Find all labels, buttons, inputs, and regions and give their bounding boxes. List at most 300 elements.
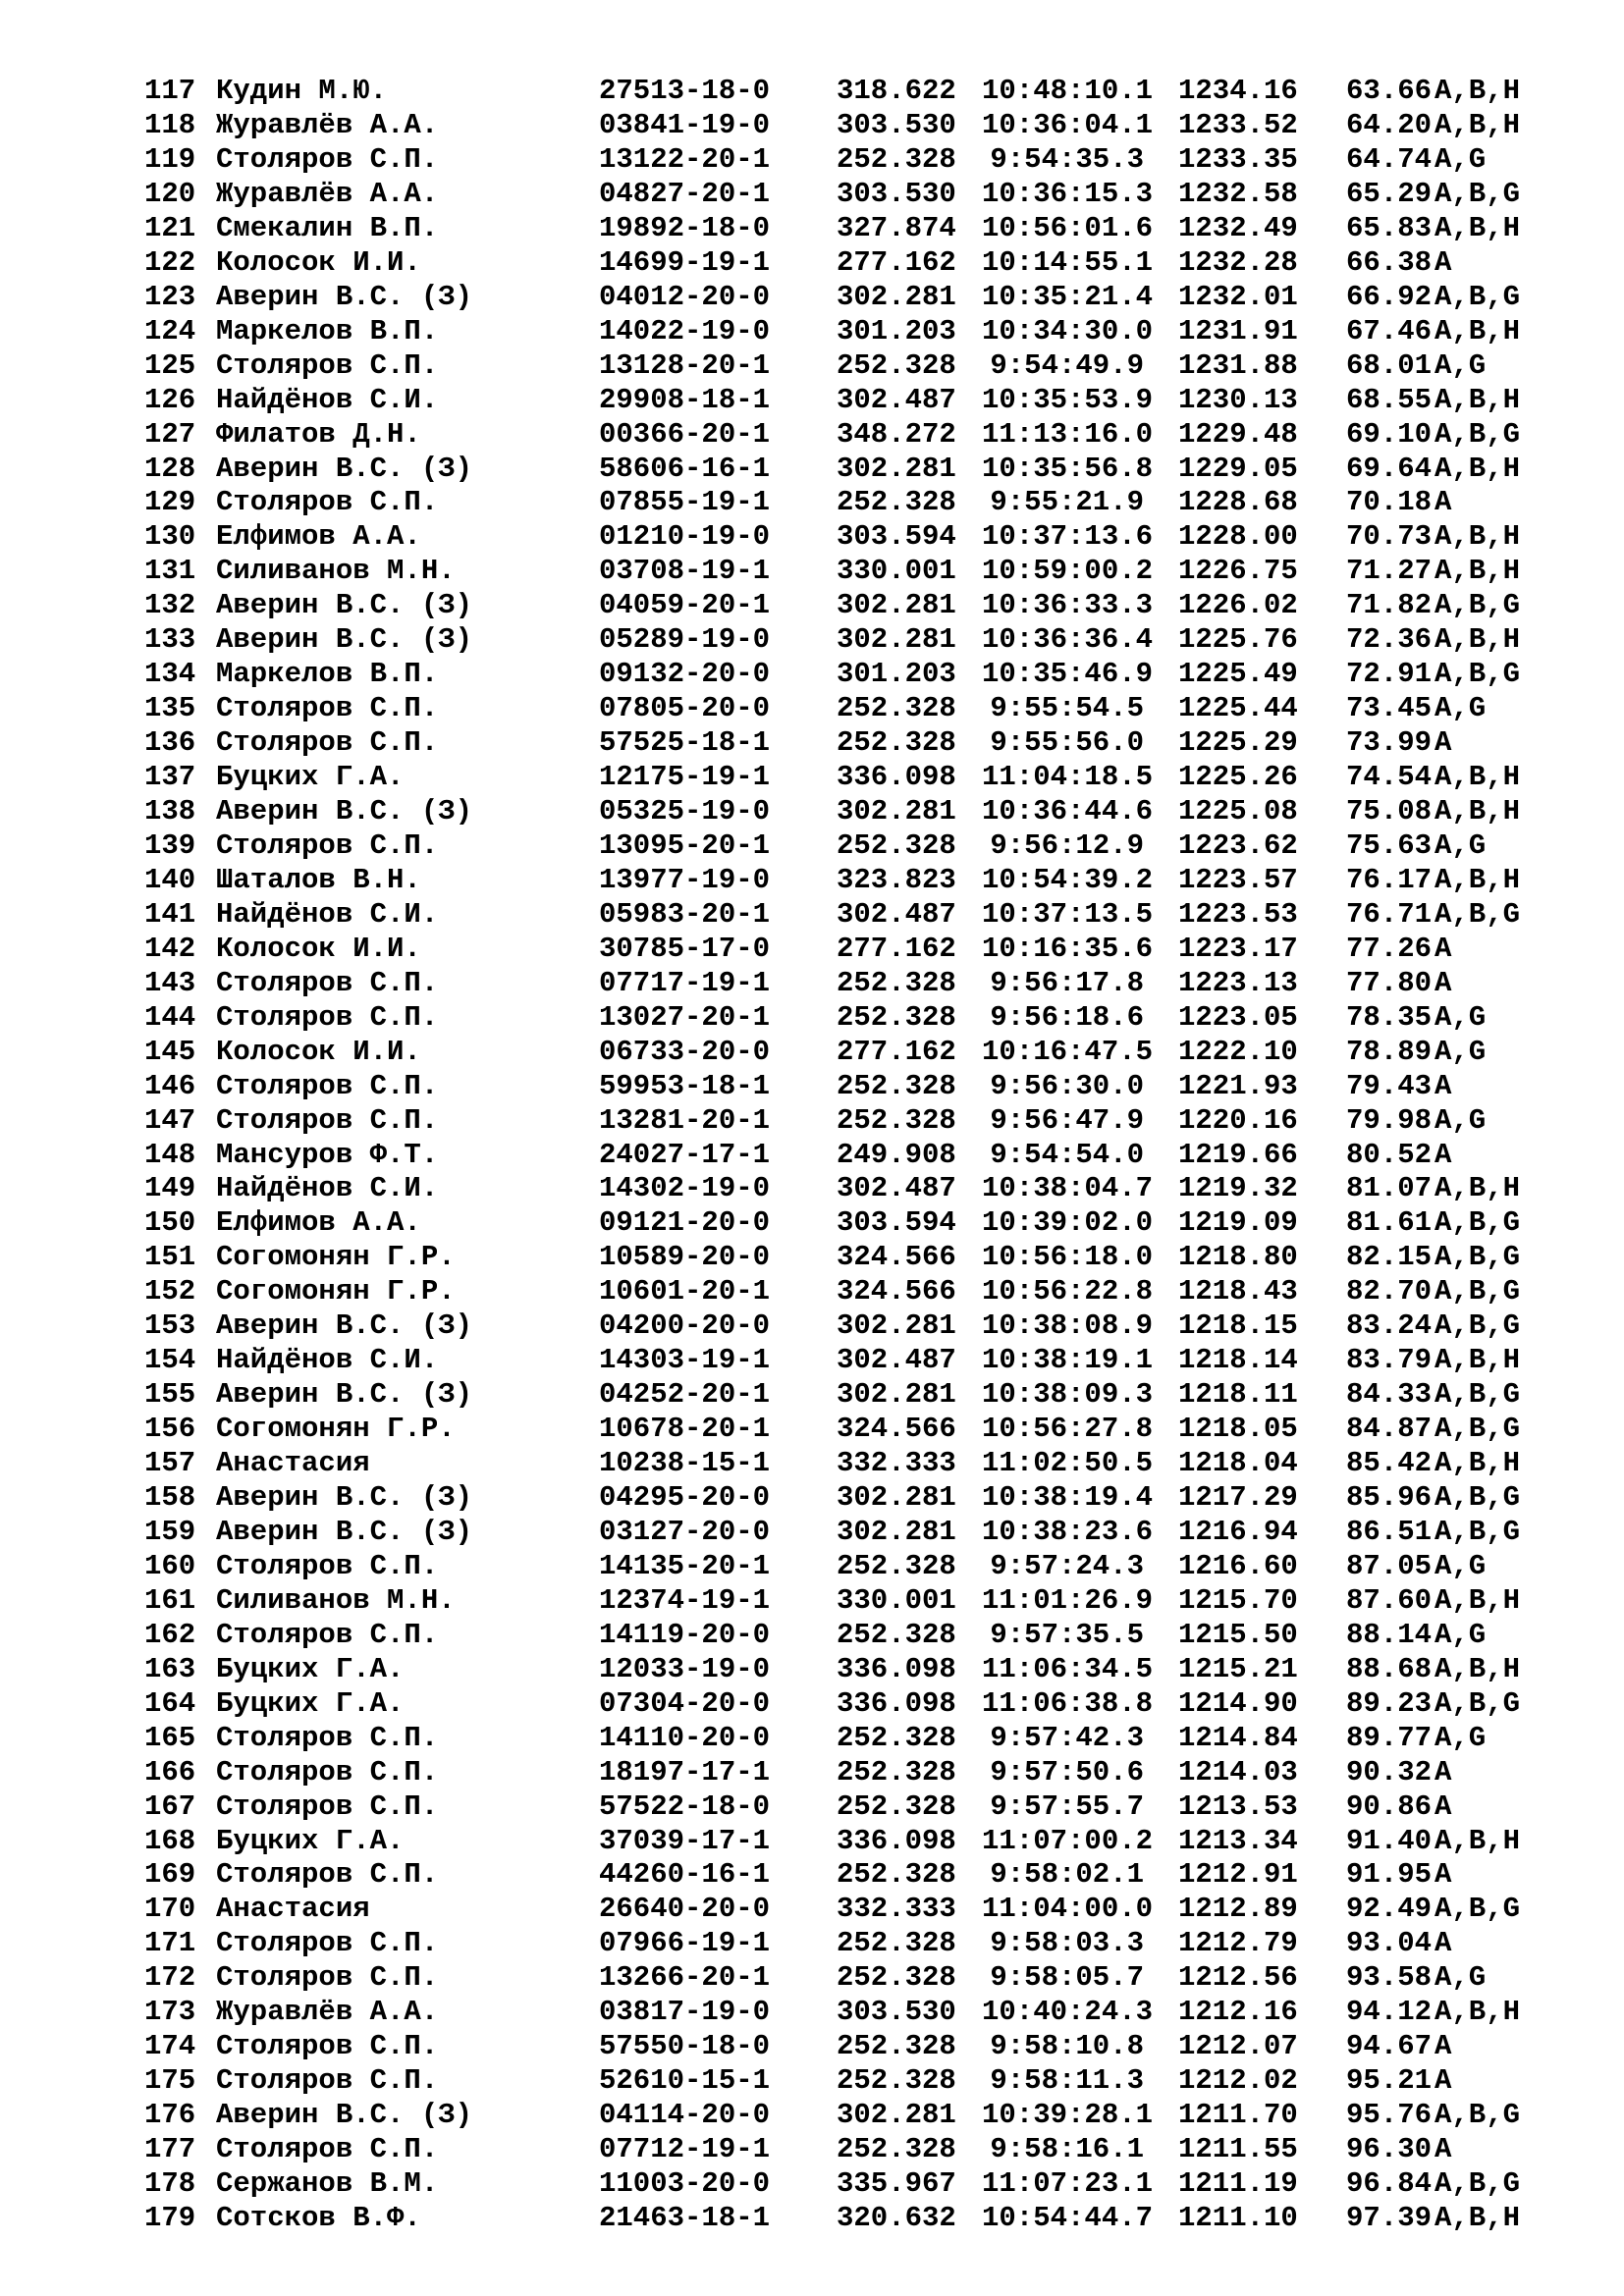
distance: 324.566 <box>837 1413 956 1446</box>
speed: 1232.58 <box>1178 177 1298 210</box>
distance: 252.328 <box>837 1721 956 1754</box>
result-row <box>0 1927 1624 1960</box>
speed: 1216.60 <box>1178 1549 1298 1582</box>
flags: A,G <box>1435 1103 1487 1137</box>
coefficient: 79.43 <box>1346 1069 1433 1102</box>
ring-number: 07855-19-1 <box>599 486 771 519</box>
result-row <box>0 2099 1624 2132</box>
fancier-name: Столяров С.П. <box>216 726 439 760</box>
place-number: 148 <box>144 1138 196 1171</box>
result-row <box>0 864 1624 897</box>
place-number: 177 <box>144 2133 196 2165</box>
fancier-name: Столяров С.П. <box>216 2064 439 2098</box>
fancier-name: Аверин В.С. (З) <box>216 2099 473 2132</box>
flags: A,B,G <box>1435 1413 1521 1446</box>
fancier-name: Столяров С.П. <box>216 348 439 382</box>
speed: 1211.19 <box>1178 2167 1298 2200</box>
place-number: 138 <box>144 795 196 828</box>
fancier-name: Аверин В.С. (З) <box>216 795 473 828</box>
fancier-name: Смекалин В.П. <box>216 211 439 244</box>
flags: A,B,G <box>1435 897 1521 931</box>
result-row <box>0 1206 1624 1240</box>
fancier-name: Столяров С.П. <box>216 1618 439 1651</box>
ring-number: 14302-19-0 <box>599 1172 771 1205</box>
place-number: 120 <box>144 177 196 210</box>
place-number: 134 <box>144 658 196 691</box>
result-row <box>0 1619 1624 1652</box>
flags: A <box>1435 726 1452 760</box>
speed: 1232.01 <box>1178 280 1298 313</box>
fancier-name: Столяров С.П. <box>216 1103 439 1137</box>
fancier-name: Найдёнов С.И. <box>216 1344 439 1377</box>
fancier-name: Колосок И.И. <box>216 932 421 965</box>
distance: 277.162 <box>837 932 956 965</box>
place-number: 152 <box>144 1275 196 1308</box>
flags: A <box>1435 2030 1452 2063</box>
speed: 1218.04 <box>1178 1447 1298 1479</box>
arrival-time: 10:35:56.8 <box>982 452 1154 485</box>
result-row <box>0 281 1624 314</box>
distance: 320.632 <box>837 2201 956 2234</box>
ring-number: 03127-20-0 <box>599 1515 771 1548</box>
flags: A,G <box>1435 348 1487 382</box>
distance: 252.328 <box>837 2064 956 2098</box>
arrival-time: 10:56:27.8 <box>982 1413 1154 1446</box>
coefficient: 66.92 <box>1346 280 1433 313</box>
distance: 252.328 <box>837 348 956 382</box>
speed: 1222.10 <box>1178 1035 1298 1068</box>
ring-number: 14303-19-1 <box>599 1344 771 1377</box>
place-number: 121 <box>144 211 196 244</box>
flags: A,B,H <box>1435 520 1521 554</box>
flags: A,G <box>1435 1721 1487 1754</box>
fancier-name: Журавлёв А.А. <box>216 109 439 141</box>
fancier-name: Столяров С.П. <box>216 1721 439 1754</box>
flags: A,B,H <box>1435 109 1521 141</box>
result-row <box>0 692 1624 725</box>
flags: A,B,G <box>1435 1275 1521 1308</box>
coefficient: 81.07 <box>1346 1172 1433 1205</box>
ring-number: 10589-20-0 <box>599 1241 771 1274</box>
distance: 301.203 <box>837 314 956 347</box>
ring-number: 13122-20-1 <box>599 142 771 176</box>
flags: A <box>1435 486 1452 519</box>
place-number: 139 <box>144 828 196 862</box>
ring-number: 03841-19-0 <box>599 109 771 141</box>
fancier-name: Кудин М.Ю. <box>216 75 388 107</box>
speed: 1214.03 <box>1178 1755 1298 1789</box>
ring-number: 14699-19-1 <box>599 245 771 279</box>
distance: 252.328 <box>837 1069 956 1102</box>
arrival-time: 10:40:24.3 <box>982 1996 1154 2029</box>
ring-number: 57525-18-1 <box>599 726 771 760</box>
speed: 1219.32 <box>1178 1172 1298 1205</box>
speed: 1233.52 <box>1178 109 1298 141</box>
fancier-name: Столяров С.П. <box>216 692 439 725</box>
coefficient: 70.18 <box>1346 486 1433 519</box>
flags: A <box>1435 1858 1452 1892</box>
speed: 1228.68 <box>1178 486 1298 519</box>
ring-number: 10678-20-1 <box>599 1413 771 1446</box>
result-row <box>0 486 1624 519</box>
arrival-time: 10:56:18.0 <box>982 1241 1154 1274</box>
fancier-name: Столяров С.П. <box>216 1927 439 1960</box>
fancier-name: Столяров С.П. <box>216 2030 439 2063</box>
result-row <box>0 1413 1624 1446</box>
result-row <box>0 178 1624 211</box>
place-number: 179 <box>144 2201 196 2234</box>
flags: A <box>1435 1755 1452 1789</box>
speed: 1223.53 <box>1178 897 1298 931</box>
distance: 252.328 <box>837 2133 956 2165</box>
ring-number: 14135-20-1 <box>599 1549 771 1582</box>
ring-number: 11003-20-0 <box>599 2167 771 2200</box>
arrival-time: 11:02:50.5 <box>982 1447 1154 1479</box>
distance: 302.281 <box>837 280 956 313</box>
arrival-time: 10:39:28.1 <box>982 2099 1154 2132</box>
arrival-time: 9:55:21.9 <box>990 486 1144 519</box>
flags: A,B,H <box>1435 2201 1521 2234</box>
flags: A,G <box>1435 1961 1487 1995</box>
coefficient: 72.36 <box>1346 623 1433 657</box>
flags: A <box>1435 1789 1452 1823</box>
fancier-name: Аверин В.С. (З) <box>216 1515 473 1548</box>
speed: 1211.70 <box>1178 2099 1298 2132</box>
result-row <box>0 555 1624 588</box>
distance: 324.566 <box>837 1241 956 1274</box>
speed: 1211.10 <box>1178 2201 1298 2234</box>
place-number: 131 <box>144 555 196 588</box>
place-number: 125 <box>144 348 196 382</box>
speed: 1219.09 <box>1178 1206 1298 1240</box>
distance: 302.281 <box>837 2099 956 2132</box>
coefficient: 85.96 <box>1346 1481 1433 1514</box>
arrival-time: 11:07:00.2 <box>982 1824 1154 1857</box>
flags: A,B,G <box>1435 1481 1521 1514</box>
distance: 303.530 <box>837 1996 956 2029</box>
flags: A,G <box>1435 1035 1487 1068</box>
coefficient: 73.99 <box>1346 726 1433 760</box>
speed: 1226.75 <box>1178 555 1298 588</box>
ring-number: 27513-18-0 <box>599 75 771 107</box>
distance: 302.281 <box>837 1309 956 1343</box>
place-number: 174 <box>144 2030 196 2063</box>
ring-number: 14110-20-0 <box>599 1721 771 1754</box>
coefficient: 66.38 <box>1346 245 1433 279</box>
coefficient: 86.51 <box>1346 1515 1433 1548</box>
place-number: 165 <box>144 1721 196 1754</box>
arrival-time: 10:35:53.9 <box>982 383 1154 416</box>
place-number: 149 <box>144 1172 196 1205</box>
distance: 302.281 <box>837 452 956 485</box>
coefficient: 87.05 <box>1346 1549 1433 1582</box>
arrival-time: 9:56:47.9 <box>990 1103 1144 1137</box>
flags: A,G <box>1435 828 1487 862</box>
result-row <box>0 967 1624 1000</box>
speed: 1211.55 <box>1178 2133 1298 2165</box>
fancier-name: Сотсков В.Ф. <box>216 2201 421 2234</box>
distance: 252.328 <box>837 2030 956 2063</box>
place-number: 143 <box>144 966 196 999</box>
speed: 1212.02 <box>1178 2064 1298 2098</box>
speed: 1231.91 <box>1178 314 1298 347</box>
arrival-time: 11:07:23.1 <box>982 2167 1154 2200</box>
place-number: 178 <box>144 2167 196 2200</box>
coefficient: 84.87 <box>1346 1413 1433 1446</box>
fancier-name: Аверин В.С. (З) <box>216 280 473 313</box>
arrival-time: 11:01:26.9 <box>982 1583 1154 1617</box>
speed: 1215.70 <box>1178 1583 1298 1617</box>
speed: 1212.16 <box>1178 1996 1298 2029</box>
fancier-name: Маркелов В.П. <box>216 658 439 691</box>
arrival-time: 10:38:19.1 <box>982 1344 1154 1377</box>
coefficient: 69.10 <box>1346 417 1433 451</box>
result-row <box>0 1825 1624 1858</box>
speed: 1212.91 <box>1178 1858 1298 1892</box>
coefficient: 80.52 <box>1346 1138 1433 1171</box>
ring-number: 04114-20-0 <box>599 2099 771 2132</box>
arrival-time: 10:36:36.4 <box>982 623 1154 657</box>
fancier-name: Журавлёв А.А. <box>216 1996 439 2029</box>
place-number: 140 <box>144 863 196 896</box>
fancier-name: Шаталов В.Н. <box>216 863 421 896</box>
speed: 1228.00 <box>1178 520 1298 554</box>
flags: A <box>1435 932 1452 965</box>
flags: A,B,H <box>1435 314 1521 347</box>
place-number: 127 <box>144 417 196 451</box>
flags: A,B,H <box>1435 75 1521 107</box>
speed: 1223.57 <box>1178 863 1298 896</box>
speed: 1232.49 <box>1178 211 1298 244</box>
distance: 324.566 <box>837 1275 956 1308</box>
ring-number: 29908-18-1 <box>599 383 771 416</box>
result-row <box>0 2202 1624 2235</box>
flags: A,B,G <box>1435 1686 1521 1720</box>
distance: 252.328 <box>837 966 956 999</box>
coefficient: 77.80 <box>1346 966 1433 999</box>
coefficient: 93.58 <box>1346 1961 1433 1995</box>
ring-number: 12175-19-1 <box>599 761 771 793</box>
ring-number: 05983-20-1 <box>599 897 771 931</box>
ring-number: 30785-17-0 <box>599 932 771 965</box>
arrival-time: 10:59:00.2 <box>982 555 1154 588</box>
fancier-name: Аверин В.С. (З) <box>216 1378 473 1412</box>
arrival-time: 9:54:54.0 <box>990 1138 1144 1171</box>
result-row <box>0 2167 1624 2201</box>
place-number: 173 <box>144 1996 196 2029</box>
coefficient: 91.95 <box>1346 1858 1433 1892</box>
flags: A <box>1435 2064 1452 2098</box>
result-row <box>0 1722 1624 1755</box>
ring-number: 18197-17-1 <box>599 1755 771 1789</box>
distance: 302.281 <box>837 589 956 622</box>
coefficient: 84.33 <box>1346 1378 1433 1412</box>
place-number: 133 <box>144 623 196 657</box>
fancier-name: Колосок И.И. <box>216 1035 421 1068</box>
result-row <box>0 1858 1624 1892</box>
ring-number: 37039-17-1 <box>599 1824 771 1857</box>
flags: A,B,H <box>1435 795 1521 828</box>
ring-number: 01210-19-0 <box>599 520 771 554</box>
coefficient: 75.08 <box>1346 795 1433 828</box>
result-row <box>0 1104 1624 1138</box>
ring-number: 05325-19-0 <box>599 795 771 828</box>
arrival-time: 9:58:03.3 <box>990 1927 1144 1960</box>
distance: 252.328 <box>837 486 956 519</box>
fancier-name: Столяров С.П. <box>216 1549 439 1582</box>
fancier-name: Столяров С.П. <box>216 1000 439 1034</box>
coefficient: 94.67 <box>1346 2030 1433 2063</box>
ring-number: 14022-19-0 <box>599 314 771 347</box>
result-row <box>0 1996 1624 2029</box>
ring-number: 12374-19-1 <box>599 1583 771 1617</box>
fancier-name: Силиванов М.Н. <box>216 1583 456 1617</box>
speed: 1230.13 <box>1178 383 1298 416</box>
distance: 348.272 <box>837 417 956 451</box>
speed: 1218.05 <box>1178 1413 1298 1446</box>
place-number: 155 <box>144 1378 196 1412</box>
flags: A,B,G <box>1435 658 1521 691</box>
arrival-time: 10:36:33.3 <box>982 589 1154 622</box>
coefficient: 75.63 <box>1346 828 1433 862</box>
arrival-time: 11:13:16.0 <box>982 417 1154 451</box>
arrival-time: 10:38:04.7 <box>982 1172 1154 1205</box>
ring-number: 13027-20-1 <box>599 1000 771 1034</box>
coefficient: 77.26 <box>1346 932 1433 965</box>
arrival-time: 9:57:24.3 <box>990 1549 1144 1582</box>
distance: 332.333 <box>837 1893 956 1926</box>
coefficient: 96.84 <box>1346 2167 1433 2200</box>
ring-number: 04827-20-1 <box>599 177 771 210</box>
result-row <box>0 898 1624 932</box>
coefficient: 64.20 <box>1346 109 1433 141</box>
fancier-name: Столяров С.П. <box>216 486 439 519</box>
flags: A,G <box>1435 1618 1487 1651</box>
coefficient: 89.77 <box>1346 1721 1433 1754</box>
ring-number: 06733-20-0 <box>599 1035 771 1068</box>
fancier-name: Анастасия <box>216 1893 370 1926</box>
ring-number: 12033-19-0 <box>599 1652 771 1685</box>
distance: 302.281 <box>837 795 956 828</box>
flags: A,B,H <box>1435 1172 1521 1205</box>
coefficient: 68.55 <box>1346 383 1433 416</box>
speed: 1214.90 <box>1178 1686 1298 1720</box>
distance: 302.487 <box>837 383 956 416</box>
fancier-name: Елфимов А.А. <box>216 1206 421 1240</box>
arrival-time: 10:39:02.0 <box>982 1206 1154 1240</box>
arrival-time: 10:14:55.1 <box>982 245 1154 279</box>
arrival-time: 11:06:34.5 <box>982 1652 1154 1685</box>
ring-number: 59953-18-1 <box>599 1069 771 1102</box>
speed: 1212.89 <box>1178 1893 1298 1926</box>
arrival-time: 9:56:30.0 <box>990 1069 1144 1102</box>
coefficient: 82.15 <box>1346 1241 1433 1274</box>
result-row <box>0 1893 1624 1926</box>
place-number: 167 <box>144 1789 196 1823</box>
result-row <box>0 109 1624 142</box>
flags: A,B,G <box>1435 1893 1521 1926</box>
coefficient: 89.23 <box>1346 1686 1433 1720</box>
distance: 277.162 <box>837 245 956 279</box>
place-number: 132 <box>144 589 196 622</box>
arrival-time: 11:06:38.8 <box>982 1686 1154 1720</box>
ring-number: 13095-20-1 <box>599 828 771 862</box>
distance: 330.001 <box>837 1583 956 1617</box>
distance: 302.281 <box>837 1515 956 1548</box>
ring-number: 00366-20-1 <box>599 417 771 451</box>
result-row <box>0 2133 1624 2166</box>
speed: 1213.34 <box>1178 1824 1298 1857</box>
flags: A,B,G <box>1435 177 1521 210</box>
distance: 302.487 <box>837 1172 956 1205</box>
fancier-name: Аверин В.С. (З) <box>216 1309 473 1343</box>
fancier-name: Аверин В.С. (З) <box>216 623 473 657</box>
flags: A,B,H <box>1435 623 1521 657</box>
speed: 1229.48 <box>1178 417 1298 451</box>
result-row <box>0 246 1624 280</box>
fancier-name: Столяров С.П. <box>216 1755 439 1789</box>
result-row <box>0 658 1624 691</box>
fancier-name: Маркелов В.П. <box>216 314 439 347</box>
coefficient: 63.66 <box>1346 75 1433 107</box>
fancier-name: Аверин В.С. (З) <box>216 589 473 622</box>
distance: 252.328 <box>837 1549 956 1582</box>
flags: A,G <box>1435 1000 1487 1034</box>
fancier-name: Столяров С.П. <box>216 828 439 862</box>
arrival-time: 10:35:21.4 <box>982 280 1154 313</box>
place-number: 175 <box>144 2064 196 2098</box>
flags: A,B,G <box>1435 2099 1521 2132</box>
speed: 1225.76 <box>1178 623 1298 657</box>
result-row <box>0 1241 1624 1274</box>
fancier-name: Буцких Г.А. <box>216 1686 405 1720</box>
result-row <box>0 589 1624 622</box>
place-number: 176 <box>144 2099 196 2132</box>
fancier-name: Буцких Г.А. <box>216 761 405 793</box>
speed: 1212.79 <box>1178 1927 1298 1960</box>
fancier-name: Аверин В.С. (З) <box>216 452 473 485</box>
flags: A,B,H <box>1435 211 1521 244</box>
arrival-time: 10:38:09.3 <box>982 1378 1154 1412</box>
fancier-name: Аверин В.С. (З) <box>216 1481 473 1514</box>
fancier-name: Елфимов А.А. <box>216 520 421 554</box>
coefficient: 82.70 <box>1346 1275 1433 1308</box>
place-number: 154 <box>144 1344 196 1377</box>
coefficient: 90.32 <box>1346 1755 1433 1789</box>
arrival-time: 10:38:19.4 <box>982 1481 1154 1514</box>
result-row <box>0 1961 1624 1995</box>
ring-number: 10238-15-1 <box>599 1447 771 1479</box>
place-number: 164 <box>144 1686 196 1720</box>
distance: 252.328 <box>837 1755 956 1789</box>
coefficient: 76.71 <box>1346 897 1433 931</box>
place-number: 150 <box>144 1206 196 1240</box>
coefficient: 78.89 <box>1346 1035 1433 1068</box>
speed: 1225.08 <box>1178 795 1298 828</box>
coefficient: 95.21 <box>1346 2064 1433 2098</box>
fancier-name: Силиванов М.Н. <box>216 555 456 588</box>
place-number: 126 <box>144 383 196 416</box>
result-row <box>0 384 1624 417</box>
speed: 1231.88 <box>1178 348 1298 382</box>
place-number: 144 <box>144 1000 196 1034</box>
speed: 1212.56 <box>1178 1961 1298 1995</box>
place-number: 168 <box>144 1824 196 1857</box>
ring-number: 07805-20-0 <box>599 692 771 725</box>
fancier-name: Анастасия <box>216 1447 370 1479</box>
arrival-time: 10:54:39.2 <box>982 863 1154 896</box>
arrival-time: 10:36:04.1 <box>982 109 1154 141</box>
